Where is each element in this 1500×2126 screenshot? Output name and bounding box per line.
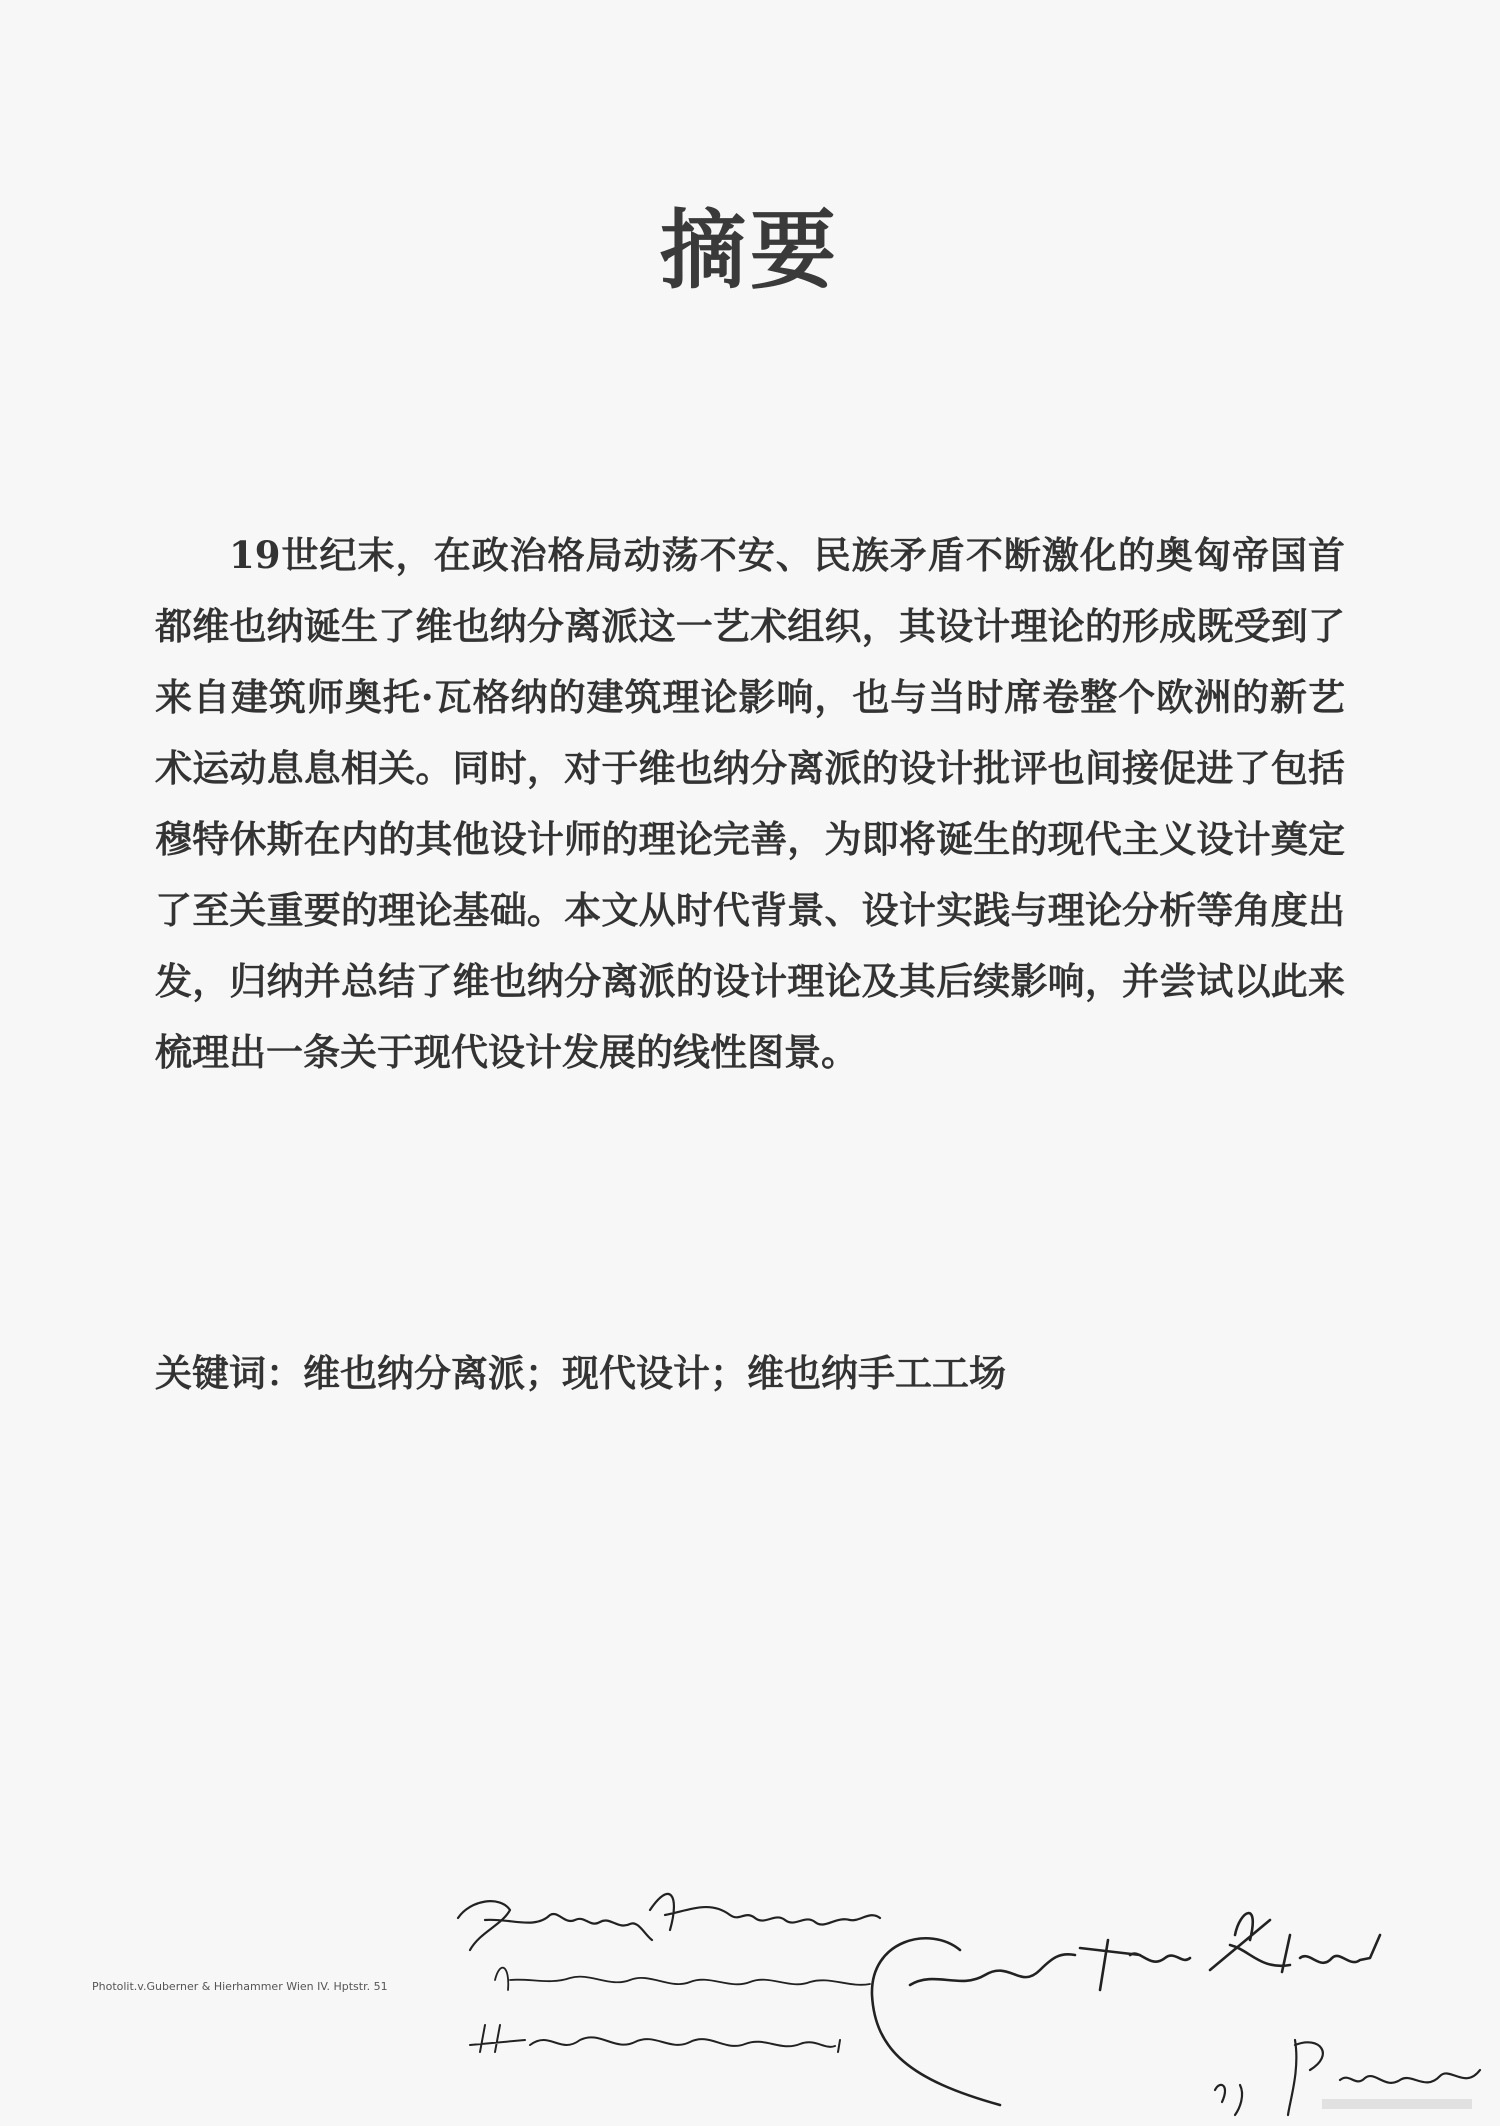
page-title: 摘要 (660, 199, 840, 301)
keywords-line: 关键词：维也纳分离派；现代设计；维也纳手工工场 (155, 1351, 1006, 1395)
watermark-mark (1322, 2096, 1472, 2112)
abstract-body: 19世纪末，在政治格局动荡不安、民族矛盾不断激化的奥匈帝国首都维也纳诞生了维也纳分离派这一艺术组织，其设计理论的形成既受到了来自建筑师奥托·瓦格纳的建筑理论影响，也与当时席卷整个欧洲的新艺术运动息息相关。同时，对于维也纳分离派的设计批评也间接促进了包括穆特休斯在内的其他设计师的理论完善，为即将诞生的现代主义设计奠定了至关重要的理论基础。本文从时代背景、设计实践与理论分析等角度出发，归纳并总结了维也纳分离派的设计理论及其后续影响，并尝试以此来梳理出一条关于现代设计发展的线性图景。 (155, 533, 1345, 1074)
handwritten-signatures (440, 1840, 1500, 2122)
printer-imprint: Photolit.v.Guberner & Hierhammer Wien IV. Hptstr. 51 (92, 1980, 388, 1993)
signature-drawing (440, 1840, 1500, 2122)
